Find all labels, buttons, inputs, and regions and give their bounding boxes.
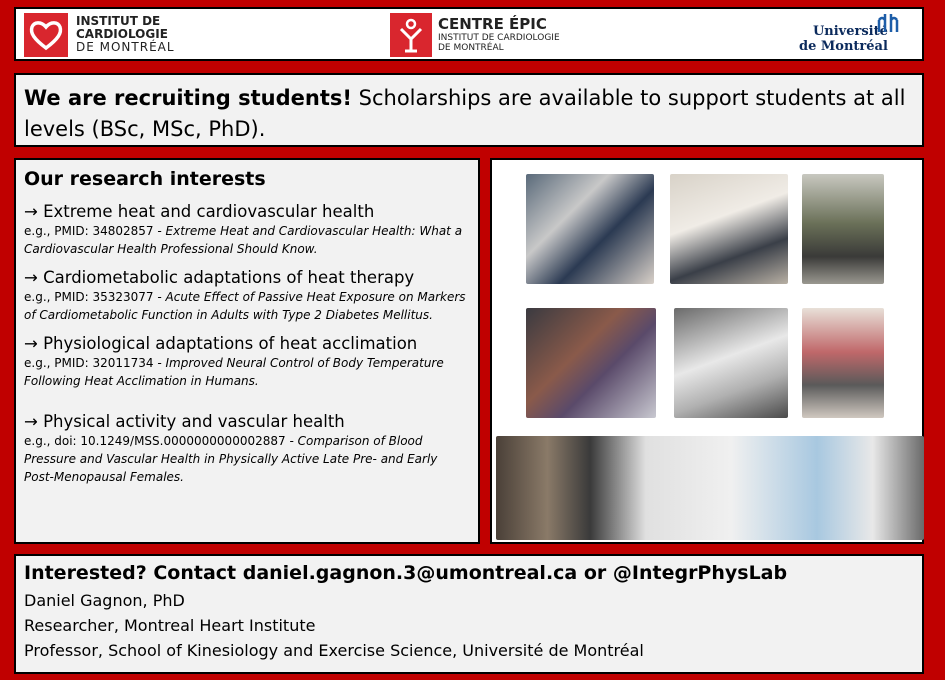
epic-logo-icon bbox=[390, 13, 432, 57]
epic-sub2: DE MONTRÉAL bbox=[438, 43, 504, 53]
lab-photo-scanner bbox=[670, 174, 788, 284]
lab-photo-ultrasound bbox=[526, 174, 654, 284]
icm-line1: INSTITUT DE bbox=[76, 14, 161, 28]
contact-title: Interested? Contact daniel.gagnon.3@umontreal.ca or @IntegrPhysLab bbox=[24, 562, 788, 584]
interest-item bbox=[24, 412, 468, 486]
udem-line2: de Montréal bbox=[799, 39, 888, 54]
recruit-detail: Scholarships are available to support students at all levels (BSc, MSc, PhD). bbox=[24, 86, 906, 141]
epic-logo-text bbox=[438, 15, 560, 53]
lab-photo-testing-bed bbox=[674, 308, 788, 418]
interest-topic: → Physical activity and vascular health bbox=[24, 412, 345, 431]
lab-photo-collage bbox=[490, 158, 924, 544]
recruit-banner bbox=[14, 73, 924, 147]
epic-sub1: INSTITUT DE CARDIOLOGIE bbox=[438, 33, 560, 43]
interest-topic: → Physiological adaptations of heat acclimation bbox=[24, 334, 418, 353]
lab-photo-treadmill bbox=[802, 174, 884, 284]
interest-paper: - Comparison of Blood Pressure and Vascular Health in Physically Active Late Pre- and Early Post-Menopausal Females. bbox=[24, 434, 438, 484]
icm-line2: CARDIOLOGIE bbox=[76, 27, 168, 41]
icm-heart-logo-icon bbox=[24, 13, 68, 57]
interest-ref: e.g., PMID: 35323077 bbox=[24, 290, 154, 304]
udem-line1: Université bbox=[812, 24, 888, 39]
interest-ref: e.g., PMID: 34802857 bbox=[24, 224, 154, 238]
interests-title: Our research interests bbox=[24, 168, 266, 190]
logo-bar bbox=[14, 7, 924, 61]
interest-paper: - Acute Effect of Passive Heat Exposure on Markers of Cardiometabolic Function in Adults with Type 2 Diabetes Mellitus. bbox=[24, 290, 466, 322]
epic-title: CENTRE ÉPIC bbox=[438, 15, 547, 33]
recruit-headline: We are recruiting students! bbox=[24, 86, 352, 110]
interest-paper: - Extreme Heat and Cardiovascular Health: What a Cardiovascular Health Professional Should Know. bbox=[24, 224, 463, 256]
interest-item bbox=[24, 202, 468, 258]
icm-line3: DE MONTRÉAL bbox=[76, 40, 175, 54]
interest-topic: → Cardiometabolic adaptations of heat therapy bbox=[24, 268, 415, 287]
research-interests-panel bbox=[14, 158, 480, 544]
icm-logo-text bbox=[76, 15, 175, 54]
contact-role-researcher: Researcher, Montreal Heart Institute bbox=[24, 616, 316, 635]
lab-photo-panorama bbox=[496, 436, 924, 540]
contact-panel bbox=[14, 554, 924, 674]
udem-logo-icon bbox=[876, 12, 902, 34]
lab-photo-heat-exposure bbox=[526, 308, 656, 418]
interest-topic: → Extreme heat and cardiovascular health bbox=[24, 202, 375, 221]
udem-logo-text bbox=[799, 24, 888, 54]
interest-ref: e.g., PMID: 32011734 bbox=[24, 356, 154, 370]
contact-role-professor: Professor, School of Kinesiology and Exercise Science, Université de Montréal bbox=[24, 641, 644, 660]
lab-photo-climate-chamber bbox=[802, 308, 884, 418]
interest-paper: - Improved Neural Control of Body Temperature Following Heat Acclimation in Humans. bbox=[24, 356, 444, 388]
interest-item bbox=[24, 334, 468, 390]
interest-ref: e.g., doi: 10.1249/MSS.0000000000002887 bbox=[24, 434, 286, 448]
interest-item bbox=[24, 268, 468, 324]
contact-name: Daniel Gagnon, PhD bbox=[24, 591, 185, 610]
